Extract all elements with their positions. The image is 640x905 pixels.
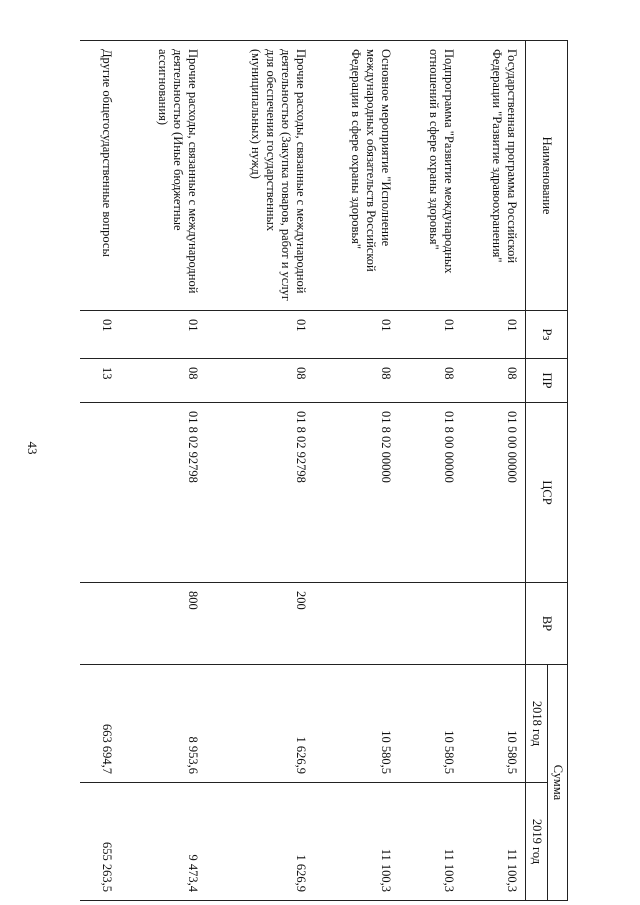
row-csr: 01 8 02 00000	[314, 403, 399, 583]
header-vr: ВР	[526, 583, 568, 665]
row-vr	[399, 583, 462, 665]
row-rz: 01	[206, 311, 314, 359]
row-pr: 13	[80, 359, 120, 403]
table-row	[462, 41, 526, 901]
row-vr: 800	[120, 583, 205, 665]
row-name: Подпрограмма "Развитие международных отношений в сфере охраны здоровья"	[399, 41, 462, 311]
row-name: Другие общегосударственные вопросы	[80, 41, 120, 311]
row-vr	[80, 583, 120, 665]
page-number: 43	[25, 441, 40, 455]
table-row	[314, 41, 399, 901]
header-rz: Рз	[526, 311, 568, 359]
row-rz: 01	[462, 311, 526, 359]
table-row	[120, 41, 205, 901]
row-csr: 01 0 00 00000	[462, 403, 526, 583]
row-value-2019: 9 473,4	[120, 783, 205, 901]
row-csr: 01 8 02 92798	[120, 403, 205, 583]
row-value-2018: 1 626,9	[206, 665, 314, 783]
row-value-2018: 10 580,5	[314, 665, 399, 783]
row-value-2019: 11 100,3	[399, 783, 462, 901]
row-value-2019: 1 626,9	[206, 783, 314, 901]
row-pr: 08	[314, 359, 399, 403]
row-value-2018: 10 580,5	[399, 665, 462, 783]
row-csr	[80, 403, 120, 583]
table-row	[399, 41, 462, 901]
row-pr: 08	[120, 359, 205, 403]
row-pr: 08	[206, 359, 314, 403]
row-value-2019: 655 263,5	[80, 783, 120, 901]
row-value-2018: 10 580,5	[462, 665, 526, 783]
row-pr: 08	[462, 359, 526, 403]
row-name: Прочие расходы, связанные с международной деятельностью (Иные бюджетные ассигнования)	[120, 41, 205, 311]
header-pr: ПР	[526, 359, 568, 403]
row-csr: 01 8 00 00000	[399, 403, 462, 583]
row-csr: 01 8 02 92798	[206, 403, 314, 583]
header-2019: 2019 год	[526, 783, 548, 901]
row-rz: 01	[399, 311, 462, 359]
row-pr: 08	[399, 359, 462, 403]
budget-table	[80, 40, 568, 901]
row-vr: 200	[206, 583, 314, 665]
header-2018: 2018 год	[526, 665, 548, 783]
table-row	[80, 41, 120, 901]
row-rz: 01	[314, 311, 399, 359]
row-value-2018: 663 694,7	[80, 665, 120, 783]
row-value-2019: 11 100,3	[462, 783, 526, 901]
row-rz: 01	[120, 311, 205, 359]
header-name: Наименование	[526, 41, 568, 311]
row-vr	[314, 583, 399, 665]
header-csr: ЦСР	[526, 403, 568, 583]
row-value-2019: 11 100,3	[314, 783, 399, 901]
row-name: Прочие расходы, связанные с международной деятельностью (Закупка товаров, работ и услуг для обеспечения государственных (муниципальных) нужд)	[206, 41, 314, 311]
row-value-2018: 8 953,6	[120, 665, 205, 783]
row-rz: 01	[80, 311, 120, 359]
rotated-page-content	[80, 40, 640, 900]
row-name: Государственная программа Российской Федерации "Развитие здравоохранения"	[462, 41, 526, 311]
row-vr	[462, 583, 526, 665]
header-sum: Сумма	[548, 665, 568, 901]
table-row	[206, 41, 314, 901]
row-name: Основное мероприятие "Исполнение международных обязательств Российской Федерации в сфере охраны здоровья"	[314, 41, 399, 311]
